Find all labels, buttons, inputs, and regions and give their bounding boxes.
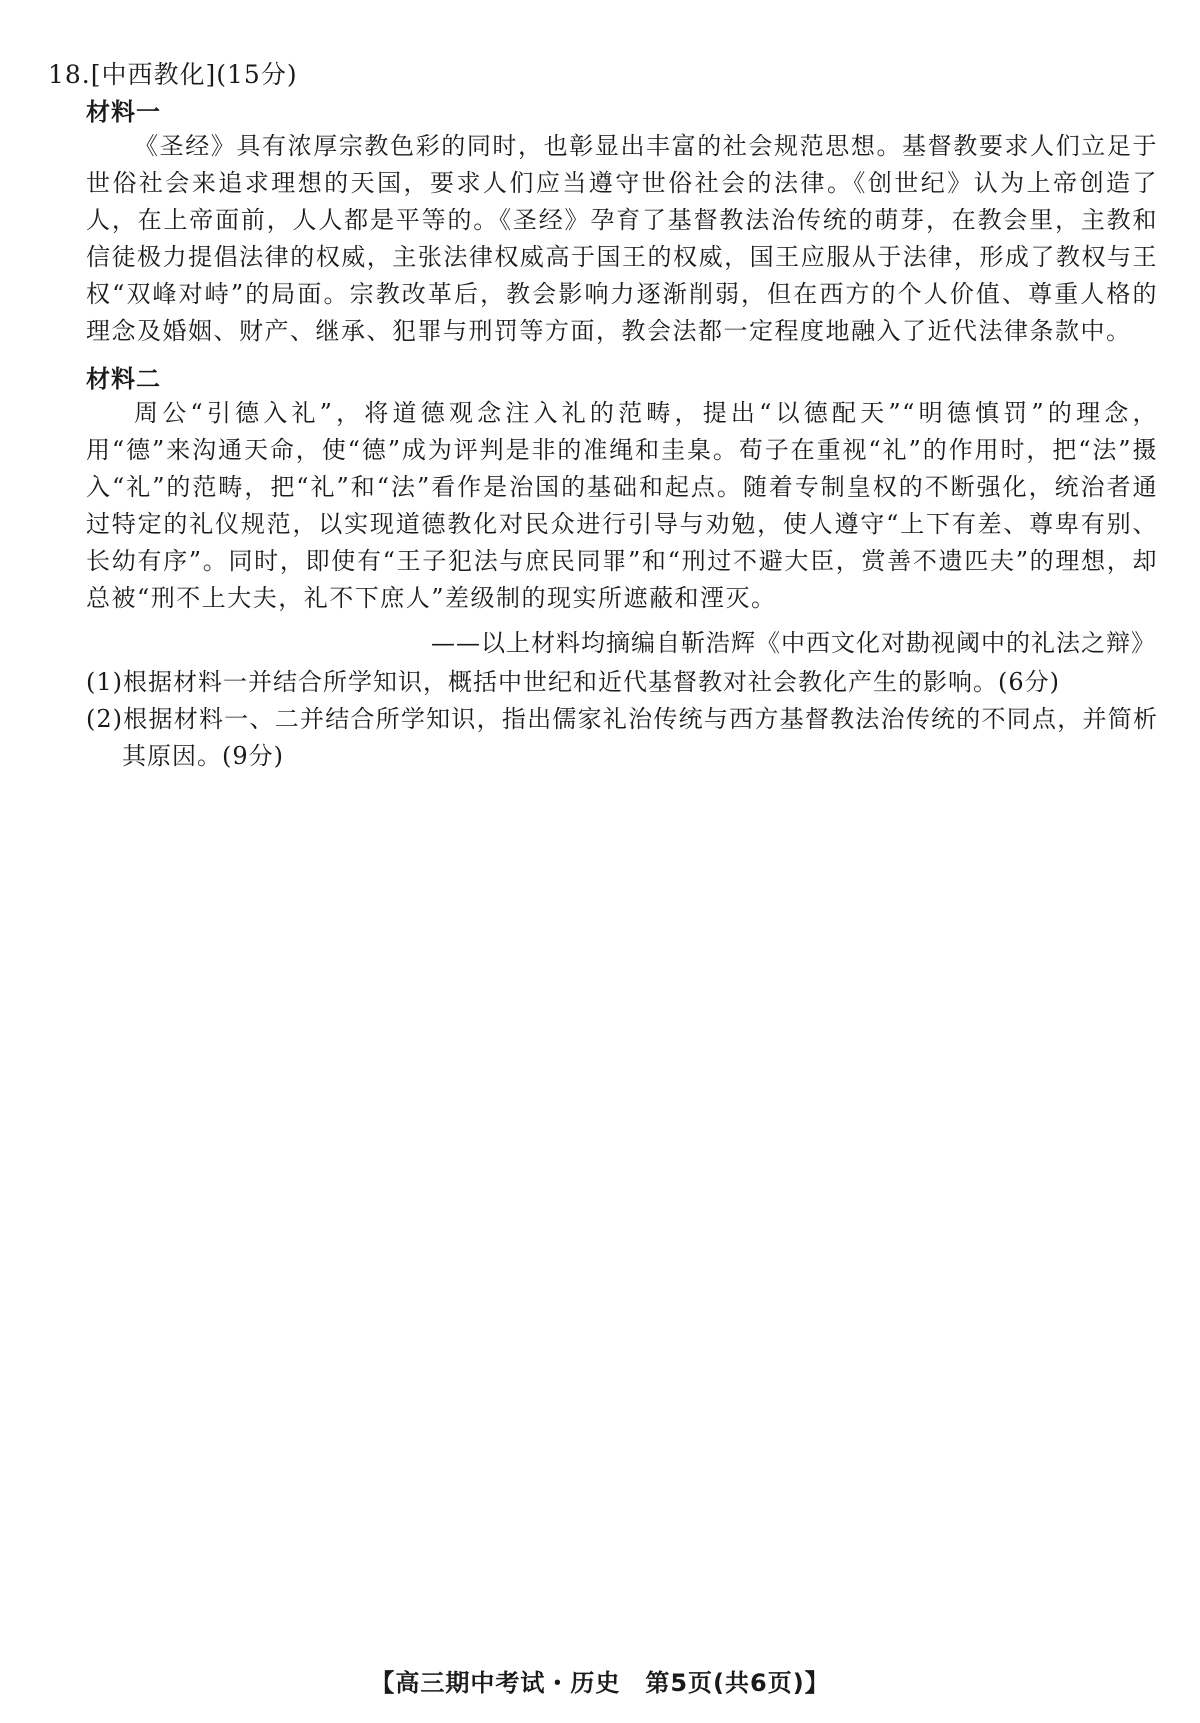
sub-question-1: (1)根据材料一并结合所学知识，概括中世纪和近代基督教对社会教化产生的影响。(6分) [86, 668, 1060, 696]
sub-question-2: (2)根据材料一、二并结合所学知识，指出儒家礼治传统与西方基督教法治传统的不同点，并简析其原因。(9分) [86, 705, 1158, 770]
material-2-label: 材料二 [86, 365, 161, 393]
material-1-text: 《圣经》具有浓厚宗教色彩的同时，也彰显出丰富的社会规范思想。基督教要求人们立足于世俗社会来追求理想的天国，要求人们应当遵守世俗社会的法律。《创世纪》认为上帝创造了人，在上帝面前，人人都是平等的。《圣经》孕育了基督教法治传统的萌芽，在教会里，主教和信徒极力提倡法律的权威，主张法律权威高于国王的权威，国王应服从于法律，形成了教权与王权“双峰对峙”的局面。宗教改革后，教会影响力逐渐削弱，但在西方的个人价值、尊重人格的理念及婚姻、财产、继承、犯罪与刑罚等方面，教会法都一定程度地融入了近代法律条款中。 [86, 132, 1158, 345]
material-source: ——以上材料均摘编自靳浩辉《中西文化对勘视阈中的礼法之辩》 [431, 629, 1156, 657]
question-header: 18.[中西教化](15分) [48, 60, 298, 89]
page-footer: 【高三期中考试・历史 第5页(共6页)】 [370, 1669, 830, 1697]
material-2-text: 周公“引德入礼”，将道德观念注入礼的范畴，提出“以德配天”“明德慎罚”的理念，用“德”来沟通天命，使“德”成为评判是非的准绳和圭臬。荀子在重视“礼”的作用时，把“法”摄入“礼”的范畴，把“礼”和“法”看作是治国的基础和起点。随着专制皇权的不断强化，统治者通过特定的礼仪规范，以实现道德教化对民众进行引导与劝勉，使人遵守“上下有差、尊卑有别、长幼有序”。同时，即使有“王子犯法与庶民同罪”和“刑过不避大臣，赏善不遗匹夫”的理想，却总被“刑不上大夫，礼不下庶人”差级制的现实所遮蔽和湮灭。 [86, 399, 1158, 612]
material-1-label: 材料一 [86, 98, 161, 126]
